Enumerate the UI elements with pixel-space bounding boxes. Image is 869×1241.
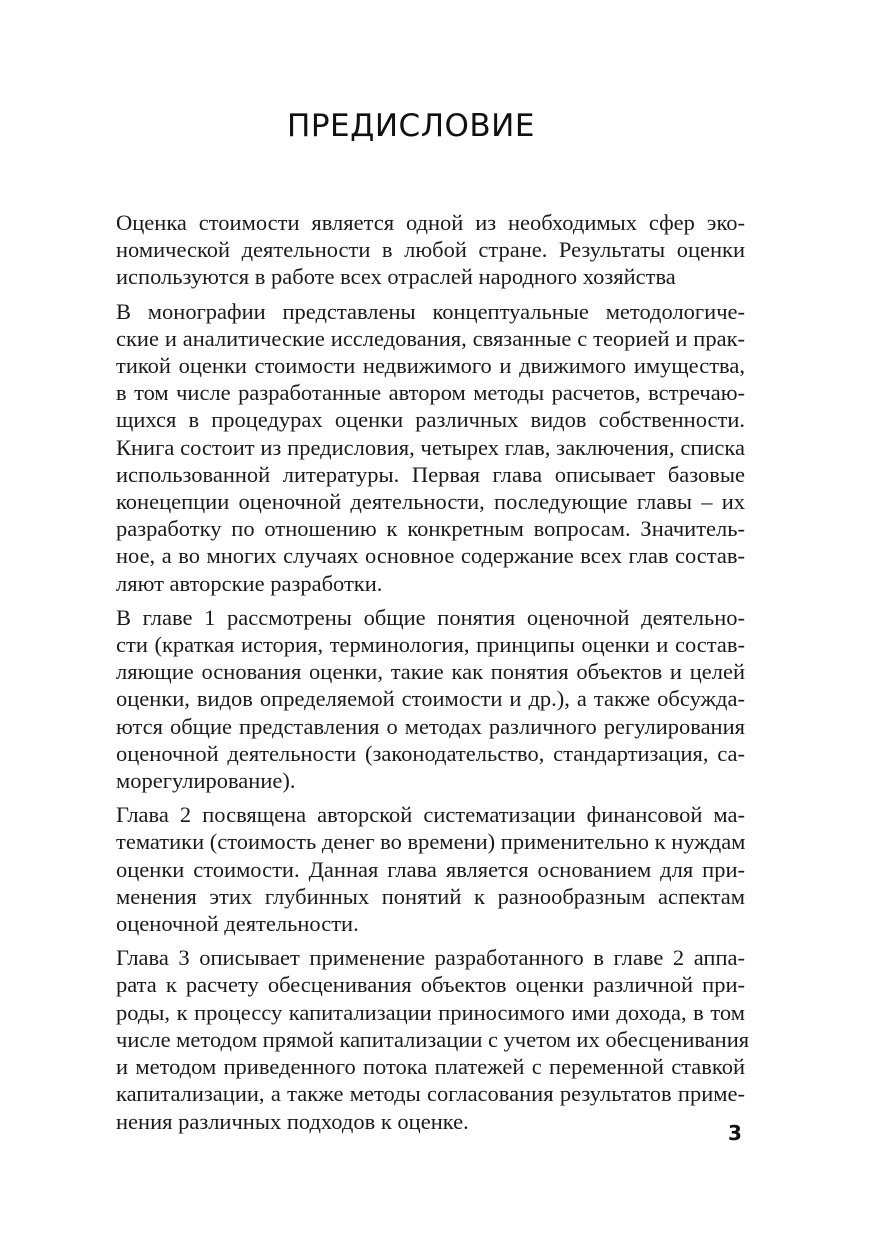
text-line: разработку по отношению к конкретным вопросам. Значитель- xyxy=(116,516,745,542)
paragraph-3 xyxy=(76,604,745,794)
paragraph-5 xyxy=(76,944,750,1134)
text-line: тикой оценки стоимости недвижимого и движимого имущества, xyxy=(116,353,745,379)
text-line: Глава 2 посвящена авторской систематизации финансовой ма- xyxy=(116,802,745,828)
text-line: номической деятельности в любой стране. Результаты оценки xyxy=(116,237,745,263)
preface-body xyxy=(76,209,750,1142)
text-line: числе методом прямой капитализации с учетом их обесценивания xyxy=(116,1026,750,1052)
text-line: оценки, видов определяемой стоимости и др.), а также обсужда- xyxy=(116,686,745,712)
text-line: сти (краткая история, терминология, принципы оценки и состав- xyxy=(116,632,745,658)
text-line: использованной литературы. Первая глава описывает базовые xyxy=(116,461,745,487)
text-line: ляющие основания оценки, такие как понятия объектов и целей xyxy=(116,659,745,685)
text-line: в том числе разработанные автором методы расчетов, встречаю- xyxy=(116,380,745,406)
text-line: морегулирование). xyxy=(116,768,296,794)
text-line: Глава 3 описывает применение разработанного в главе 2 аппа- xyxy=(116,945,745,971)
text-line: Книга состоит из предисловия, четырех глав, заключения, списка xyxy=(116,434,745,460)
page-title: ПРЕДИСЛОВИЕ xyxy=(287,108,535,144)
paragraph-4 xyxy=(76,801,745,937)
text-line: ские и аналитические исследования, связанные с теорией и прак- xyxy=(116,325,745,351)
text-line: ляют авторские разработки. xyxy=(116,570,383,596)
text-line: капитализации, а также методы согласования результатов приме- xyxy=(116,1081,745,1107)
text-line: нения различных подходов к оценке. xyxy=(116,1108,469,1134)
text-line: используются в работе всех отраслей народного хозяйства xyxy=(116,264,676,290)
text-line: Оценка стоимости является одной из необходимых сфер эко- xyxy=(116,210,745,235)
text-line: рата к расчету обесценивания объектов оценки различной при- xyxy=(116,972,745,998)
paragraph-1 xyxy=(76,209,745,291)
text-line: В главе 1 рассмотрены общие понятия оценочной деятельно- xyxy=(116,604,745,630)
text-line: ются общие представления о методах различного регулирования xyxy=(116,713,745,739)
paragraph-2 xyxy=(76,298,745,597)
text-line: тематики (стоимость денег во времени) применительно к нуждам xyxy=(116,829,746,855)
text-line: щихся в процедурах оценки различных видов собственности. xyxy=(116,407,745,433)
text-line: оценки стоимости. Данная глава является основанием для при- xyxy=(116,856,745,882)
page-number: 3 xyxy=(728,1121,742,1145)
text-line: ное, а во многих случаях основное содержание всех глав состав- xyxy=(116,543,745,569)
text-line: роды, к процессу капитализации приносимого ими дохода, в том xyxy=(116,999,745,1025)
text-line: конецепции оценочной деятельности, последующие главы – их xyxy=(116,489,745,515)
text-line: и методом приведенного потока платежей с переменной ставкой xyxy=(116,1054,745,1080)
text-line: оценочной деятельности (законодательство, стандартизация, са- xyxy=(116,740,745,766)
text-line: менения этих глубинных понятий к разнообразным аспектам xyxy=(116,883,745,909)
text-line: оценочной деятельности. xyxy=(116,911,359,937)
text-line: В монографии представлены концептуальные методологиче- xyxy=(116,298,745,324)
